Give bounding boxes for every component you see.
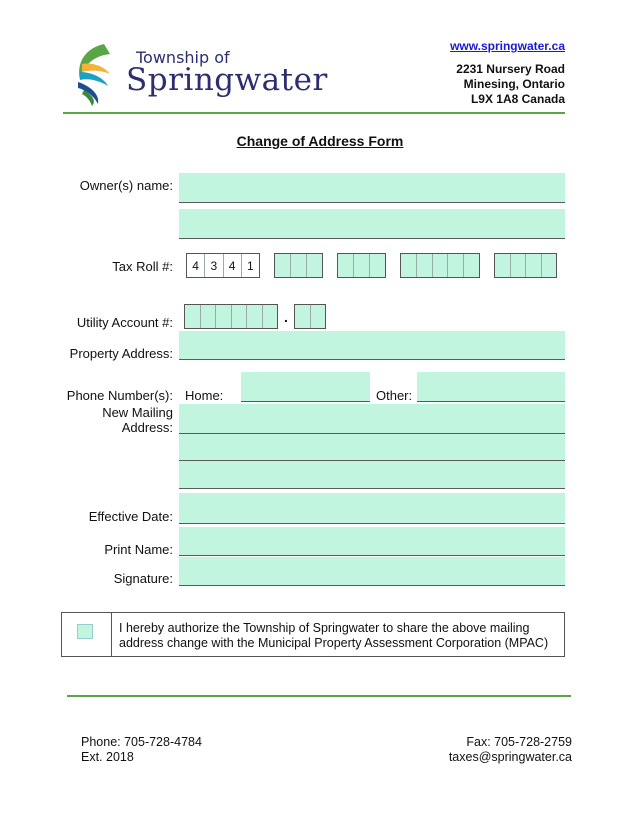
- phone-home-label: Home:: [185, 388, 224, 403]
- effective-date-field[interactable]: [179, 493, 565, 524]
- address-line1: 2231 Nursery Road: [456, 62, 565, 76]
- utility-account-label: Utility Account #:: [76, 315, 173, 330]
- logo-line1: Township of: [136, 48, 230, 67]
- tax-roll-segment-4[interactable]: [400, 253, 480, 278]
- property-address-field[interactable]: [179, 331, 565, 360]
- footer-fax: Fax: 705-728-2759: [466, 735, 572, 749]
- address-line3: L9X 1A8 Canada: [470, 92, 565, 106]
- phone-numbers-label: Phone Number(s):: [66, 388, 173, 403]
- tax-roll-digit: 4: [187, 254, 205, 277]
- signature-label: Signature:: [113, 571, 173, 586]
- property-address-label: Property Address:: [69, 346, 173, 361]
- consent-text-line1: I hereby authorize the Township of Springwater to share the above mailing: [119, 621, 530, 635]
- phone-home-field[interactable]: [241, 372, 370, 402]
- tax-roll-segment-2[interactable]: [274, 253, 323, 278]
- signature-field[interactable]: [179, 557, 565, 586]
- mailing-address-label-line1: New Mailing: [102, 405, 173, 420]
- utility-separator: .: [284, 309, 288, 325]
- consent-text: [119, 621, 548, 651]
- owner-name-field-1[interactable]: [179, 173, 565, 203]
- effective-date-label: Effective Date:: [88, 509, 173, 524]
- consent-checkbox-cell: [62, 613, 112, 656]
- footer-phone: Phone: 705-728-4784: [81, 735, 202, 749]
- form-title: Change of Address Form: [236, 133, 404, 149]
- footer-left: [81, 735, 202, 765]
- mailing-address-field-1[interactable]: [179, 404, 565, 434]
- utility-account-segment-1[interactable]: [184, 304, 278, 329]
- tax-roll-digit: 3: [205, 254, 223, 277]
- owner-name-label: Owner(s) name:: [79, 178, 173, 193]
- print-name-label: Print Name:: [104, 542, 173, 557]
- phone-other-field[interactable]: [417, 372, 565, 402]
- tax-roll-digit: 4: [224, 254, 242, 277]
- mailing-address-field-2[interactable]: [179, 434, 565, 461]
- tax-roll-prefix: [186, 253, 260, 278]
- tax-roll-digit: 1: [247, 258, 254, 273]
- logo-line2: Springwater: [126, 62, 328, 98]
- footer-email[interactable]: taxes@springwater.ca: [448, 750, 572, 764]
- website-link[interactable]: www.springwater.ca: [450, 39, 565, 53]
- springwater-leaf-icon: [74, 42, 122, 106]
- mailing-address-field-3[interactable]: [179, 461, 565, 489]
- tax-roll-segment-5[interactable]: [494, 253, 557, 278]
- utility-account-segment-2[interactable]: [294, 304, 326, 329]
- tax-roll-label: Tax Roll #:: [112, 259, 173, 274]
- footer-right: [449, 735, 572, 765]
- footer-ext: Ext. 2018: [81, 750, 134, 764]
- consent-checkbox[interactable]: [77, 624, 93, 639]
- tax-roll-segment-3[interactable]: [337, 253, 386, 278]
- header-divider: [63, 112, 565, 114]
- print-name-field[interactable]: [179, 527, 565, 556]
- footer-divider: [67, 695, 571, 697]
- address-block: [456, 62, 565, 107]
- mailing-address-label: [102, 405, 173, 435]
- consent-text-line2: address change with the Municipal Property Assessment Corporation (MPAC): [119, 636, 549, 650]
- owner-name-field-2[interactable]: [179, 209, 565, 239]
- address-line2: Minesing, Ontario: [463, 77, 565, 91]
- mailing-address-label-line2: Address:: [121, 420, 173, 435]
- consent-box: [61, 612, 565, 657]
- logo: [74, 42, 328, 106]
- phone-other-label: Other:: [376, 388, 413, 403]
